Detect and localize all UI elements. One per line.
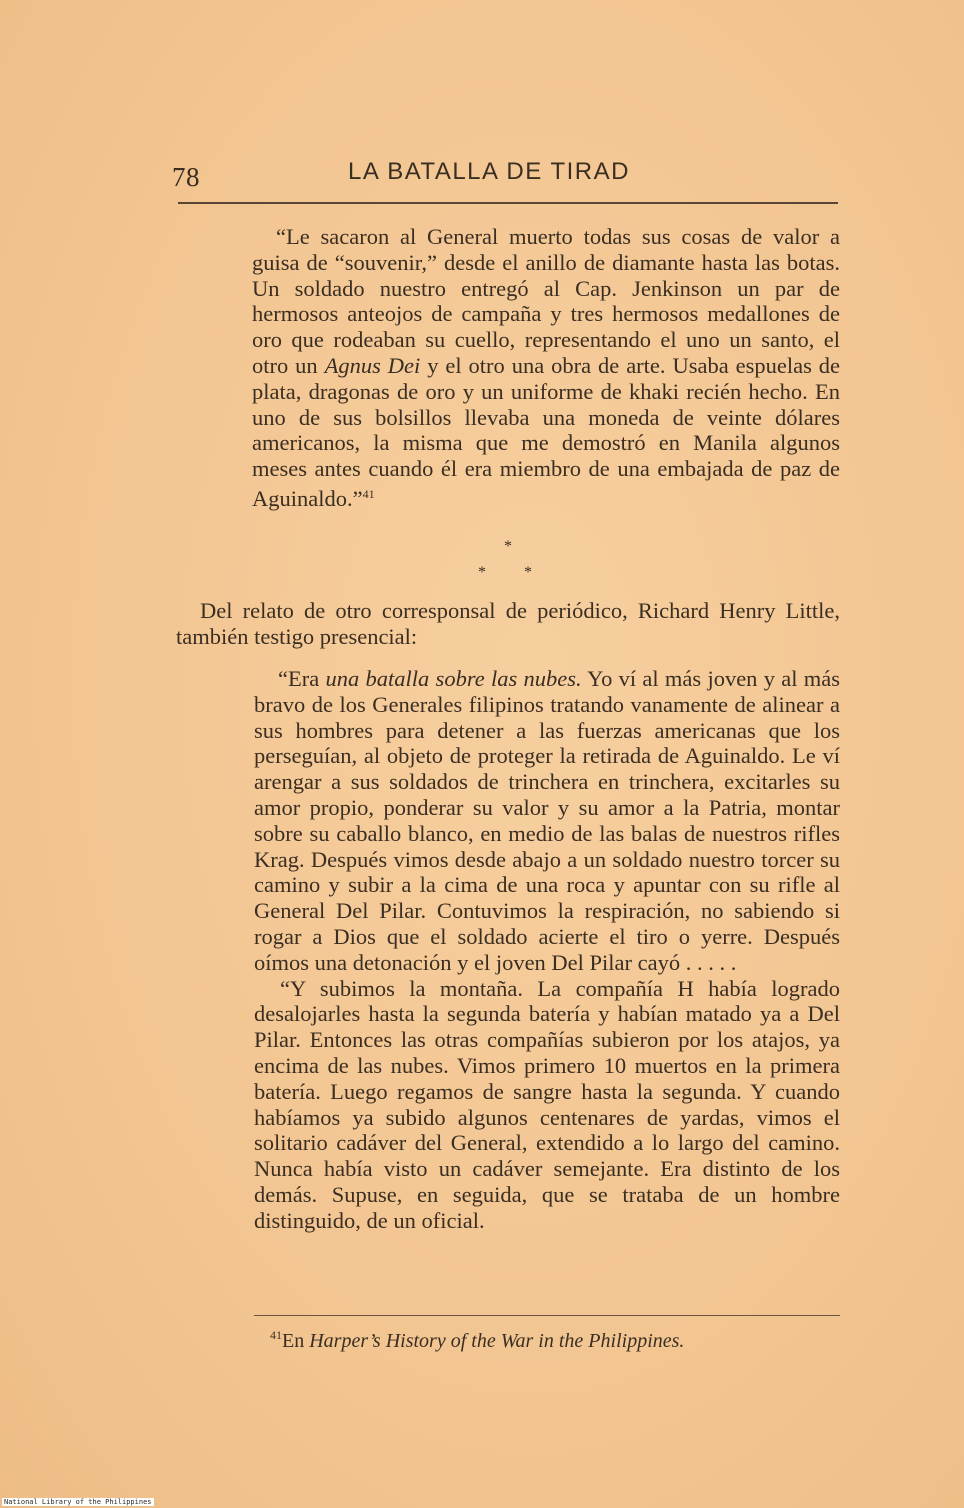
- quote-text-continued: y el otro una obra de arte. Usaba espuelas de plata, dragonas de oro y un uniforme de khaki recién hecho. En uno de sus bolsillos llevaba una moneda de veinte dólares americanos, la misma que me demostró en Manila algunos meses antes cuando él era miembro de una embajada de paz de Aguinaldo.”: [252, 352, 840, 511]
- quote-paragraph: “Y subimos la montaña. La compañía H había logrado desalojarles hasta la segunda batería y habían matado ya a Del Pilar. Entonces las otras compañías subieron por los atajos, ya encima de las nubes. Vimos primero 10 muertos en la primera batería. Luego regamos de sangre hasta la segunda. Y cuando habíamos ya subido algunos centenares de yardas, vimos el solitario cadáver del General, extendido a lo largo del camino. Nunca había visto un cadáver semejante. Era distinto de los demás. Supuse, en seguida, que se trataba de un hombre distinguido, de un oficial.: [254, 975, 840, 1233]
- asterisk: *: [478, 564, 486, 581]
- asterisk: *: [504, 538, 512, 555]
- quote-paragraph: [252, 224, 840, 512]
- library-credit: National Library of the Philippines: [4, 1498, 152, 1506]
- quote-text: “Le sacaron al General muerto todas sus cosas de valor a guisa de “souvenir,” desde el anillo de diamante hasta las botas. Un soldado nuestro entregó al Cap. Jenkinson un par de hermosos anteojos de campaña y tres hermosos medallones de oro que rodeaban su cuello, representando el uno un santo, el otro un: [252, 224, 840, 378]
- footnote: [270, 1322, 684, 1354]
- footnote-reference: 41: [362, 486, 375, 501]
- italic-phrase: una batalla sobre las nubes.: [325, 666, 582, 691]
- italic-phrase: Agnus Dei: [324, 352, 421, 378]
- quote-block-2: [254, 666, 840, 1234]
- running-title: LA BATALLA DE TIRAD: [348, 158, 630, 185]
- asterisk: *: [524, 564, 532, 581]
- quote-block-1: [252, 224, 840, 512]
- footnote-rule: [254, 1315, 840, 1316]
- page-number: 78: [172, 162, 200, 192]
- footnote-prefix: En: [282, 1330, 310, 1352]
- paragraph-text: Del relato de otro corresponsal de periódico, Richard Henry Little, también testigo presencial:: [176, 598, 840, 649]
- footnote-citation: Harper’s History of the War in the Philippines.: [309, 1330, 685, 1352]
- asterism-separator: [470, 538, 550, 588]
- page-header: [172, 158, 840, 198]
- quote-paragraph: [254, 666, 840, 976]
- header-rule: [178, 202, 838, 204]
- body-paragraph: [176, 598, 840, 650]
- quote-text-continued: Yo ví al más joven y al más bravo de los Generales filipinos tratando vanamente de alinear a sus hombres para detener a las fuerzas americanas que los perseguían, al objeto de proteger la retirada de Aguinaldo. Le ví arengar a sus soldados de trinchera en trinchera, excitarles su amor propio, ponderar su valor y su amor a la Patria, montar sobre su caballo blanco, en medio de las balas de nuestros rifles Krag. Después vimos desde abajo a un soldado nuestro torcer su camino y subir a la cima de una roca y apuntar con su rifle al General Del Pilar. Contuvimos la respiración, no sabiendo si rogar a Dios que el soldado acierte el tiro o yerre. Después oímos una detonación y el joven Del Pilar cayó . . . . .: [254, 666, 840, 975]
- quote-text: “Era: [278, 666, 326, 691]
- footnote-number: 41: [270, 1328, 282, 1342]
